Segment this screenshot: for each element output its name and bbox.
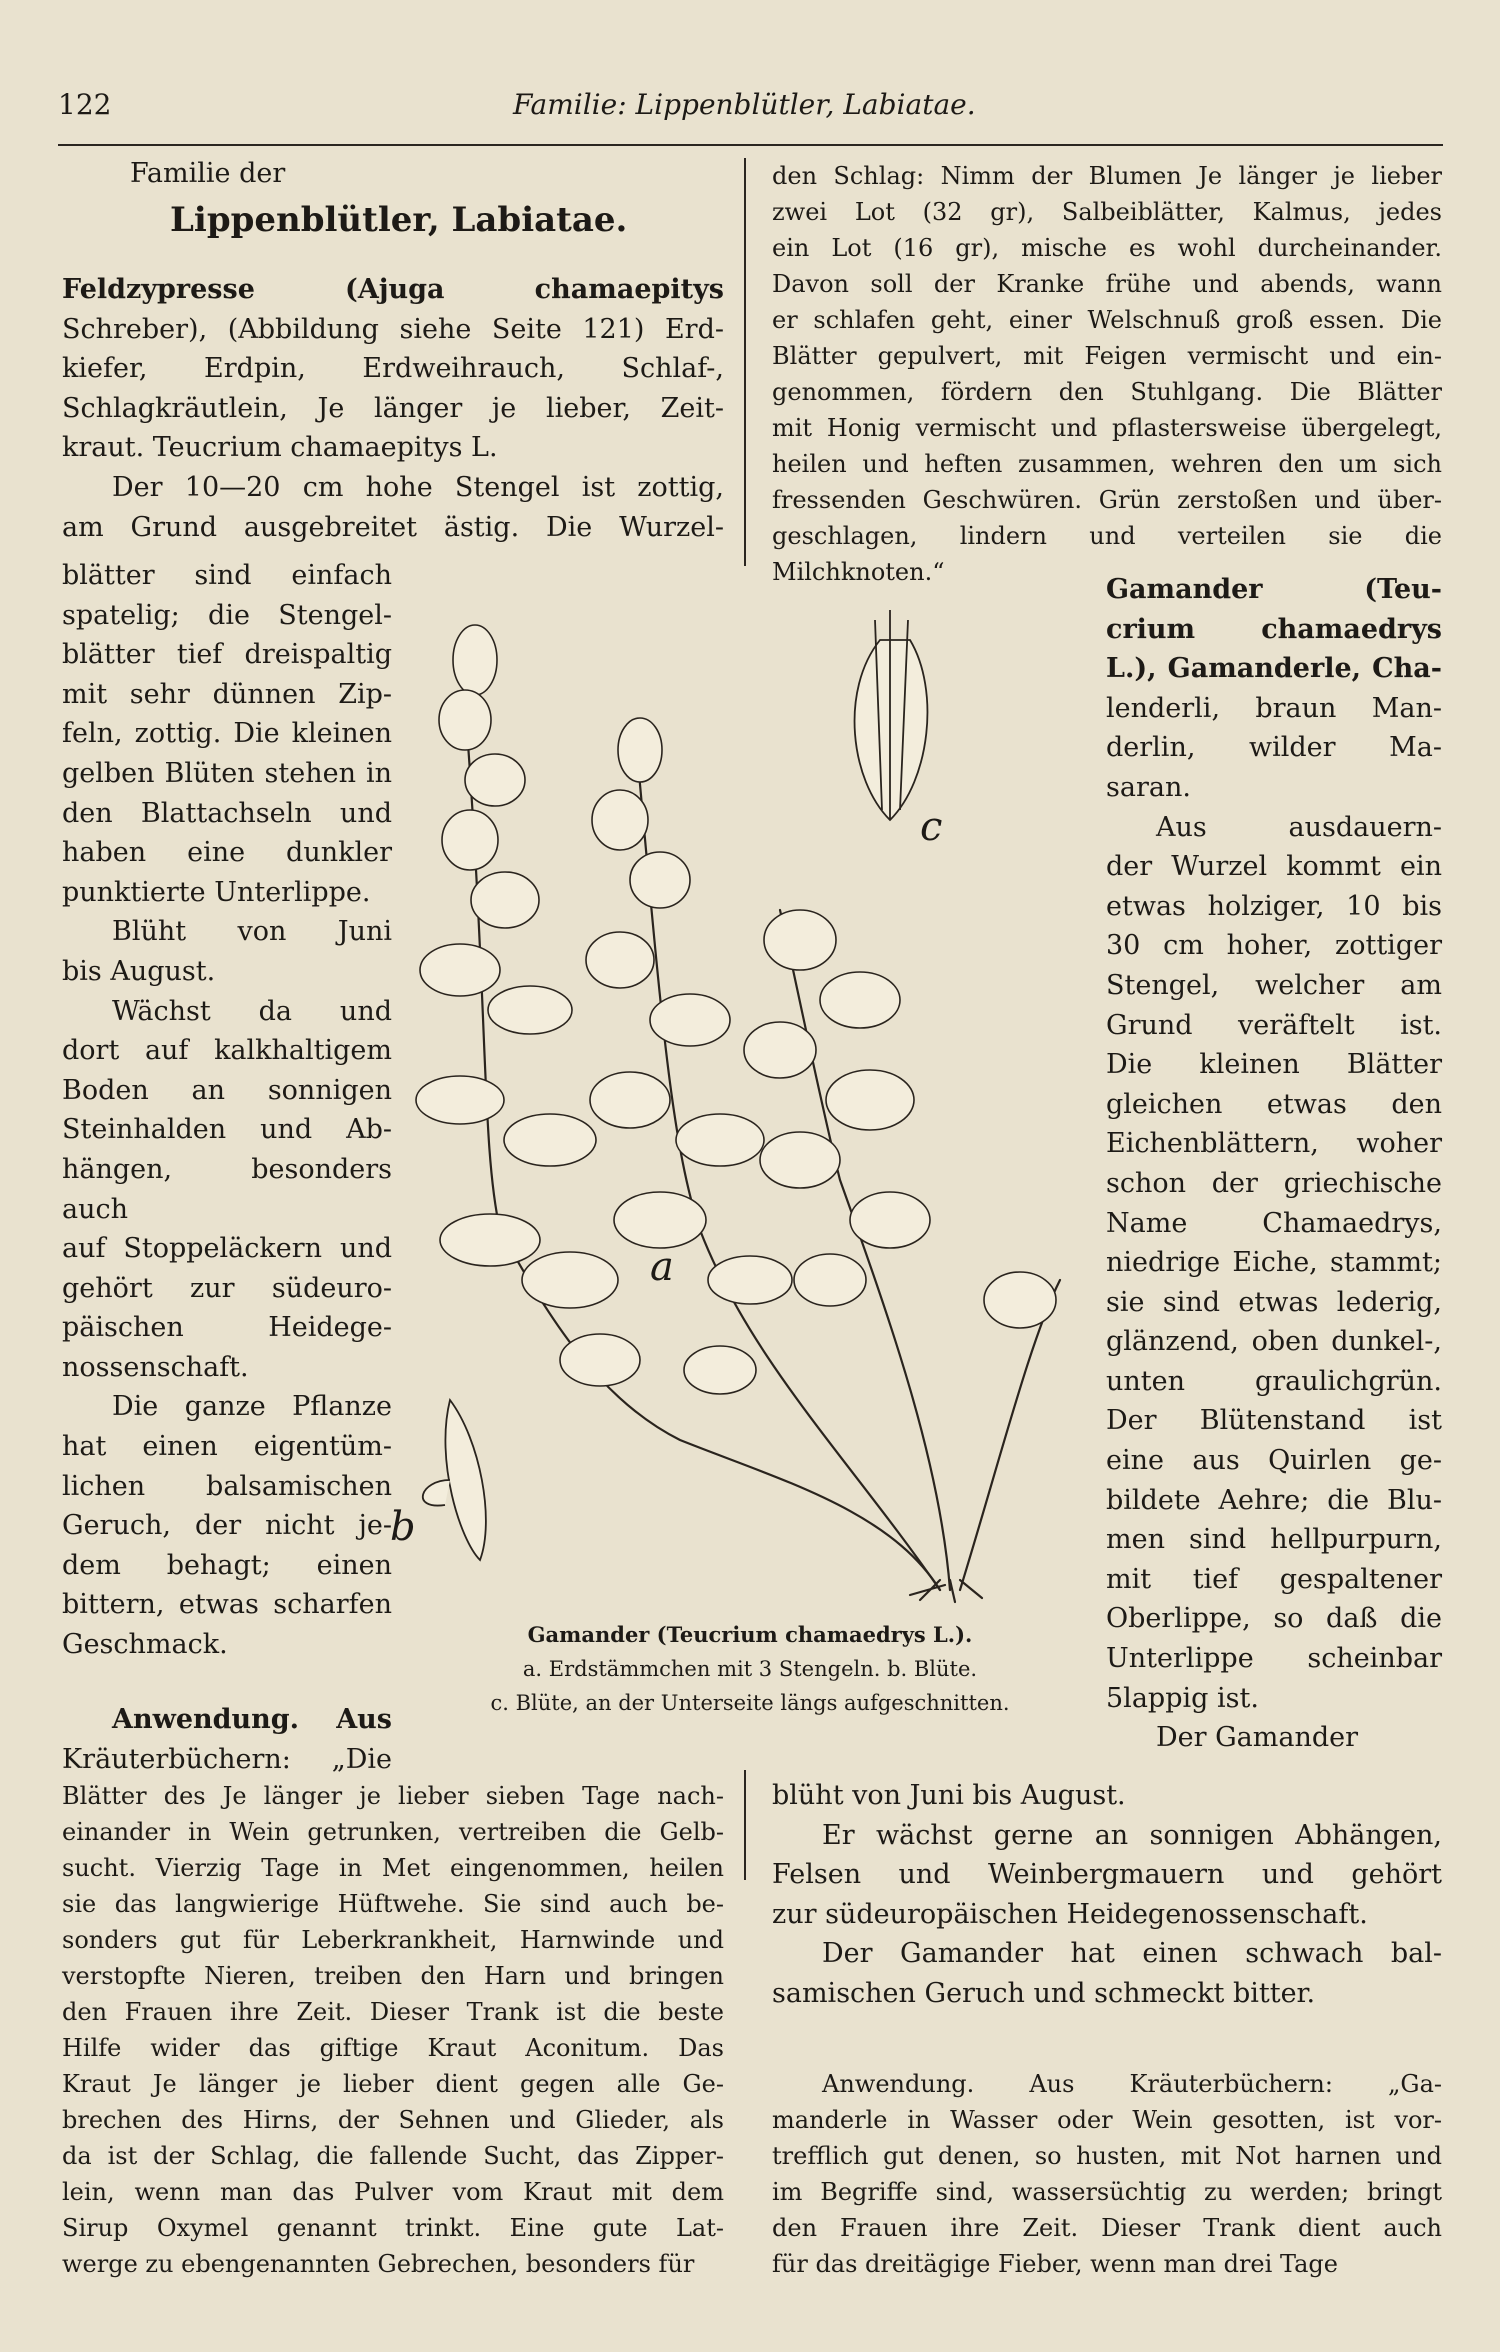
text-line: fressenden Geschwüren. Grün zerstoßen und über- <box>772 486 1442 514</box>
text-line: gleichen etwas den <box>1106 1088 1442 1120</box>
caption-line: a. Erdstämmchen mit 3 Stengeln. b. Blüte. <box>522 1657 978 1681</box>
text-line: gehört zur südeuro- <box>62 1272 392 1304</box>
page-header <box>58 88 1443 128</box>
left-bottom-text <box>62 1778 724 2282</box>
text-line: Geschmack. <box>62 1629 228 1661</box>
right-bottom-text <box>772 1776 1442 2014</box>
text-line: 30 cm hoher, zottiger <box>1106 930 1442 962</box>
text-line: Die kleinen Blätter <box>1106 1049 1442 1081</box>
text-line: blüht von Juni bis August. <box>772 1780 1126 1811</box>
left-narrow-column <box>62 556 392 1665</box>
text-line: 5lappig ist. <box>1106 1682 1259 1714</box>
text-line: hat einen eigentüm- <box>62 1431 392 1463</box>
text-line: Er wächst gerne an sonnigen Abhängen, <box>822 1819 1442 1851</box>
text-line: Der Gamander hat einen schwach bal- <box>822 1938 1442 1970</box>
text-line: derlin, wilder Ma- <box>1106 732 1442 764</box>
text-line: bis August. <box>62 955 216 987</box>
text-line: ein Lot (16 gr), mische es wohl durcheinander. <box>772 234 1442 262</box>
text-line: Anwendung. Aus <box>112 1704 392 1735</box>
caption-line: c. Blüte, an der Unterseite längs aufgeschnitten. <box>490 1691 1010 1715</box>
text-line: einander in Wein getrunken, vertreiben die Gelb- <box>62 1818 724 1846</box>
text-line: den Schlag: Nimm der Blumen Je länger je lieber <box>772 162 1442 190</box>
text-line: Die ganze Pflanze <box>112 1391 392 1423</box>
text-line: Eichenblättern, woher <box>1106 1128 1442 1160</box>
running-title: Familie: Lippenblütler, Labiatae. <box>513 88 976 121</box>
text-line: mit sehr dünnen Zip- <box>62 678 392 710</box>
text-line: manderle in Wasser oder Wein gesotten, ist vor- <box>772 2106 1442 2134</box>
text-line: er schlafen geht, einer Welschnuß groß essen. Die <box>772 306 1442 334</box>
text-line: glänzend, oben dunkel-, <box>1106 1326 1442 1358</box>
header-rule <box>58 144 1443 146</box>
text-line: Blätter gepulvert, mit Feigen vermischt und ein- <box>772 342 1442 370</box>
text-line: Schreber), (Abbildung siehe Seite 121) Erd- <box>62 313 724 345</box>
text-line: den Blattachseln und <box>62 797 392 829</box>
family-title: Lippenblütler, Labiatae. <box>170 200 628 240</box>
text-line: mit Honig vermischt und pflastersweise übergelegt, <box>772 414 1442 442</box>
text-line: lein, wenn man das Pulver vom Kraut mit dem <box>62 2178 724 2206</box>
flower-detail-b <box>423 1400 486 1560</box>
text-line: schon der griechische <box>1106 1167 1442 1199</box>
text-line: Boden an sonnigen <box>62 1074 392 1106</box>
text-line: Felsen und Weinbergmauern und gehört <box>772 1859 1442 1891</box>
text-line: samischen Geruch und schmeckt bitter. <box>772 1977 1316 2009</box>
text-line: etwas holziger, 10 bis <box>1106 890 1442 922</box>
right-top-text <box>772 158 1442 590</box>
feldzypresse-paragraph <box>62 270 724 468</box>
text-line: kiefer, Erdpin, Erdweihrauch, Schlaf-, <box>62 353 724 385</box>
stengel-paragraph <box>62 468 724 547</box>
text-line: haben eine dunkler <box>62 837 392 869</box>
text-line: dem behagt; einen <box>62 1549 392 1581</box>
text-line: der Wurzel kommt ein <box>1106 851 1442 883</box>
text-line: Grund veräftelt ist. <box>1106 1009 1442 1041</box>
text-line: niedrige Eiche, stammt; <box>1106 1247 1442 1279</box>
text-line: hängen, besonders auch <box>62 1153 392 1225</box>
text-line: spatelig; die Stengel- <box>62 599 392 631</box>
text-line: unten graulichgrün. <box>1106 1365 1442 1397</box>
text-line: saran. <box>1106 771 1191 803</box>
text-line: Steinhalden und Ab- <box>62 1114 392 1146</box>
text-line: Stengel, welcher am <box>1106 969 1442 1001</box>
text-line: blätter tief dreispaltig <box>62 639 392 671</box>
text-line: punktierte Unterlippe. <box>62 876 371 908</box>
right-anwendung-text <box>772 2066 1442 2282</box>
text-line: blätter sind einfach <box>62 560 392 591</box>
text-line: kraut. Teucrium chamaepitys L. <box>62 432 498 464</box>
text-line: Der Blütenstand ist <box>1106 1405 1442 1437</box>
figure-label-c: c <box>920 804 943 850</box>
text-line: eine aus Quirlen ge- <box>1106 1445 1442 1477</box>
text-line: trefflich gut denen, so husten, mit Not harnen und <box>772 2142 1442 2170</box>
text-line: Der 10—20 cm hohe Stengel ist zottig, <box>112 471 724 503</box>
text-line: heilen und heften zusammen, wehren den um sich <box>772 450 1442 478</box>
text-line: am Grund ausgebreitet ästig. Die Wurzel- <box>62 511 724 543</box>
text-line: brechen des Hirns, der Sehnen und Glieder, als <box>62 2106 724 2134</box>
text-line: Unterlippe scheinbar <box>1106 1643 1442 1675</box>
text-line: Wächst da und <box>112 995 392 1027</box>
text-line: bittern, etwas scharfen <box>62 1589 392 1621</box>
caption-title: Gamander (Teucrium chamaedrys L.). <box>527 1622 973 1647</box>
left-anwendung-start <box>62 1700 392 1779</box>
text-line: Schlagkräutlein, Je länger je lieber, Zeit- <box>62 392 724 424</box>
page-number: 122 <box>58 88 112 121</box>
text-line: Der Gamander <box>1156 1722 1359 1754</box>
text-line: bildete Aehre; die Blu- <box>1106 1484 1442 1516</box>
text-line: im Begriffe sind, wassersüchtig zu werden; bringt <box>772 2178 1442 2206</box>
gamander-illustration <box>390 580 1080 1600</box>
family-label: Familie der <box>130 158 286 189</box>
text-line: feln, zottig. Die kleinen <box>62 718 392 750</box>
text-line: Geruch, der nicht je- <box>62 1510 392 1542</box>
text-line: sie sind etwas lederig, <box>1106 1286 1442 1318</box>
column-divider <box>744 158 746 566</box>
left-intro <box>62 270 724 547</box>
text-line: Hilfe wider das giftige Kraut Aconitum. Das <box>62 2034 724 2062</box>
text-line: sie das langwierige Hüftwehe. Sie sind auch be- <box>62 1890 724 1918</box>
text-line: Sirup Oxymel genannt trinkt. Eine gute Lat- <box>62 2214 724 2242</box>
text-line: Anwendung. Aus Kräuterbüchern: „Ga- <box>822 2070 1442 2098</box>
text-line: Kräuterbüchern: „Die <box>62 1743 392 1775</box>
text-line: mit tief gespaltener <box>1106 1563 1442 1595</box>
flower-detail-c <box>855 610 928 820</box>
text-line: L.), Gamanderle, Cha- <box>1106 653 1442 685</box>
text-line: päischen Heidege- <box>62 1312 392 1344</box>
text-line: Kraut Je länger je lieber dient gegen alle Ge- <box>62 2070 724 2098</box>
text-line: werge zu ebengenannten Gebrechen, besonders für <box>62 2250 695 2278</box>
figure-label-b: b <box>390 1504 416 1550</box>
figure-label-a: a <box>650 1244 674 1290</box>
text-line: zwei Lot (32 gr), Salbeiblätter, Kalmus, jedes <box>772 198 1442 226</box>
text-line: dort auf kalkhaltigem <box>62 1035 392 1067</box>
column-divider-lower <box>744 1770 746 1880</box>
text-line: crium chamaedrys <box>1106 613 1442 645</box>
text-line: lenderli, braun Man- <box>1106 692 1442 724</box>
text-line: Blüht von Juni <box>112 916 392 948</box>
text-line: für das dreitägige Fieber, wenn man drei Tage <box>772 2250 1338 2278</box>
text-line: Feldzypresse (Ajuga chamaepitys <box>62 274 724 305</box>
text-line: sonders gut für Leberkrankheit, Harnwinde und <box>62 1926 724 1954</box>
figure-caption <box>470 1618 1030 1720</box>
text-line: geschlagen, lindern und verteilen sie die Milchknoten.“ <box>772 522 1442 586</box>
text-line: verstopfte Nieren, treiben den Harn und bringen <box>62 1962 724 1990</box>
text-line: auf Stoppeläckern und <box>62 1233 392 1265</box>
text-line: Oberlippe, so daß die <box>1106 1603 1442 1635</box>
text-line: da ist der Schlag, die fallende Sucht, das Zipper- <box>62 2142 724 2170</box>
text-line: Gamander (Teu- <box>1106 574 1442 605</box>
text-line: nossenschaft. <box>62 1351 249 1383</box>
text-line: den Frauen ihre Zeit. Dieser Trank dient auch <box>772 2214 1442 2242</box>
right-narrow-column <box>1106 570 1442 1758</box>
text-line: Davon soll der Kranke frühe und abends, wann <box>772 270 1442 298</box>
text-line: Name Chamaedrys, <box>1106 1207 1442 1239</box>
text-line: sucht. Vierzig Tage in Met eingenommen, heilen <box>62 1854 724 1882</box>
text-line: Aus ausdauern- <box>1156 811 1442 843</box>
text-line: men sind hellpurpurn, <box>1106 1524 1442 1556</box>
text-line: den Frauen ihre Zeit. Dieser Trank ist die beste <box>62 1998 724 2026</box>
text-line: lichen balsamischen <box>62 1470 392 1502</box>
text-line: gelben Blüten stehen in <box>62 757 392 789</box>
text-line: genommen, fördern den Stuhlgang. Die Blätter <box>772 378 1442 406</box>
text-line: zur südeuropäischen Heidegenossenschaft. <box>772 1898 1368 1930</box>
text-line: Blätter des Je länger je lieber sieben Tage nach- <box>62 1782 724 1810</box>
